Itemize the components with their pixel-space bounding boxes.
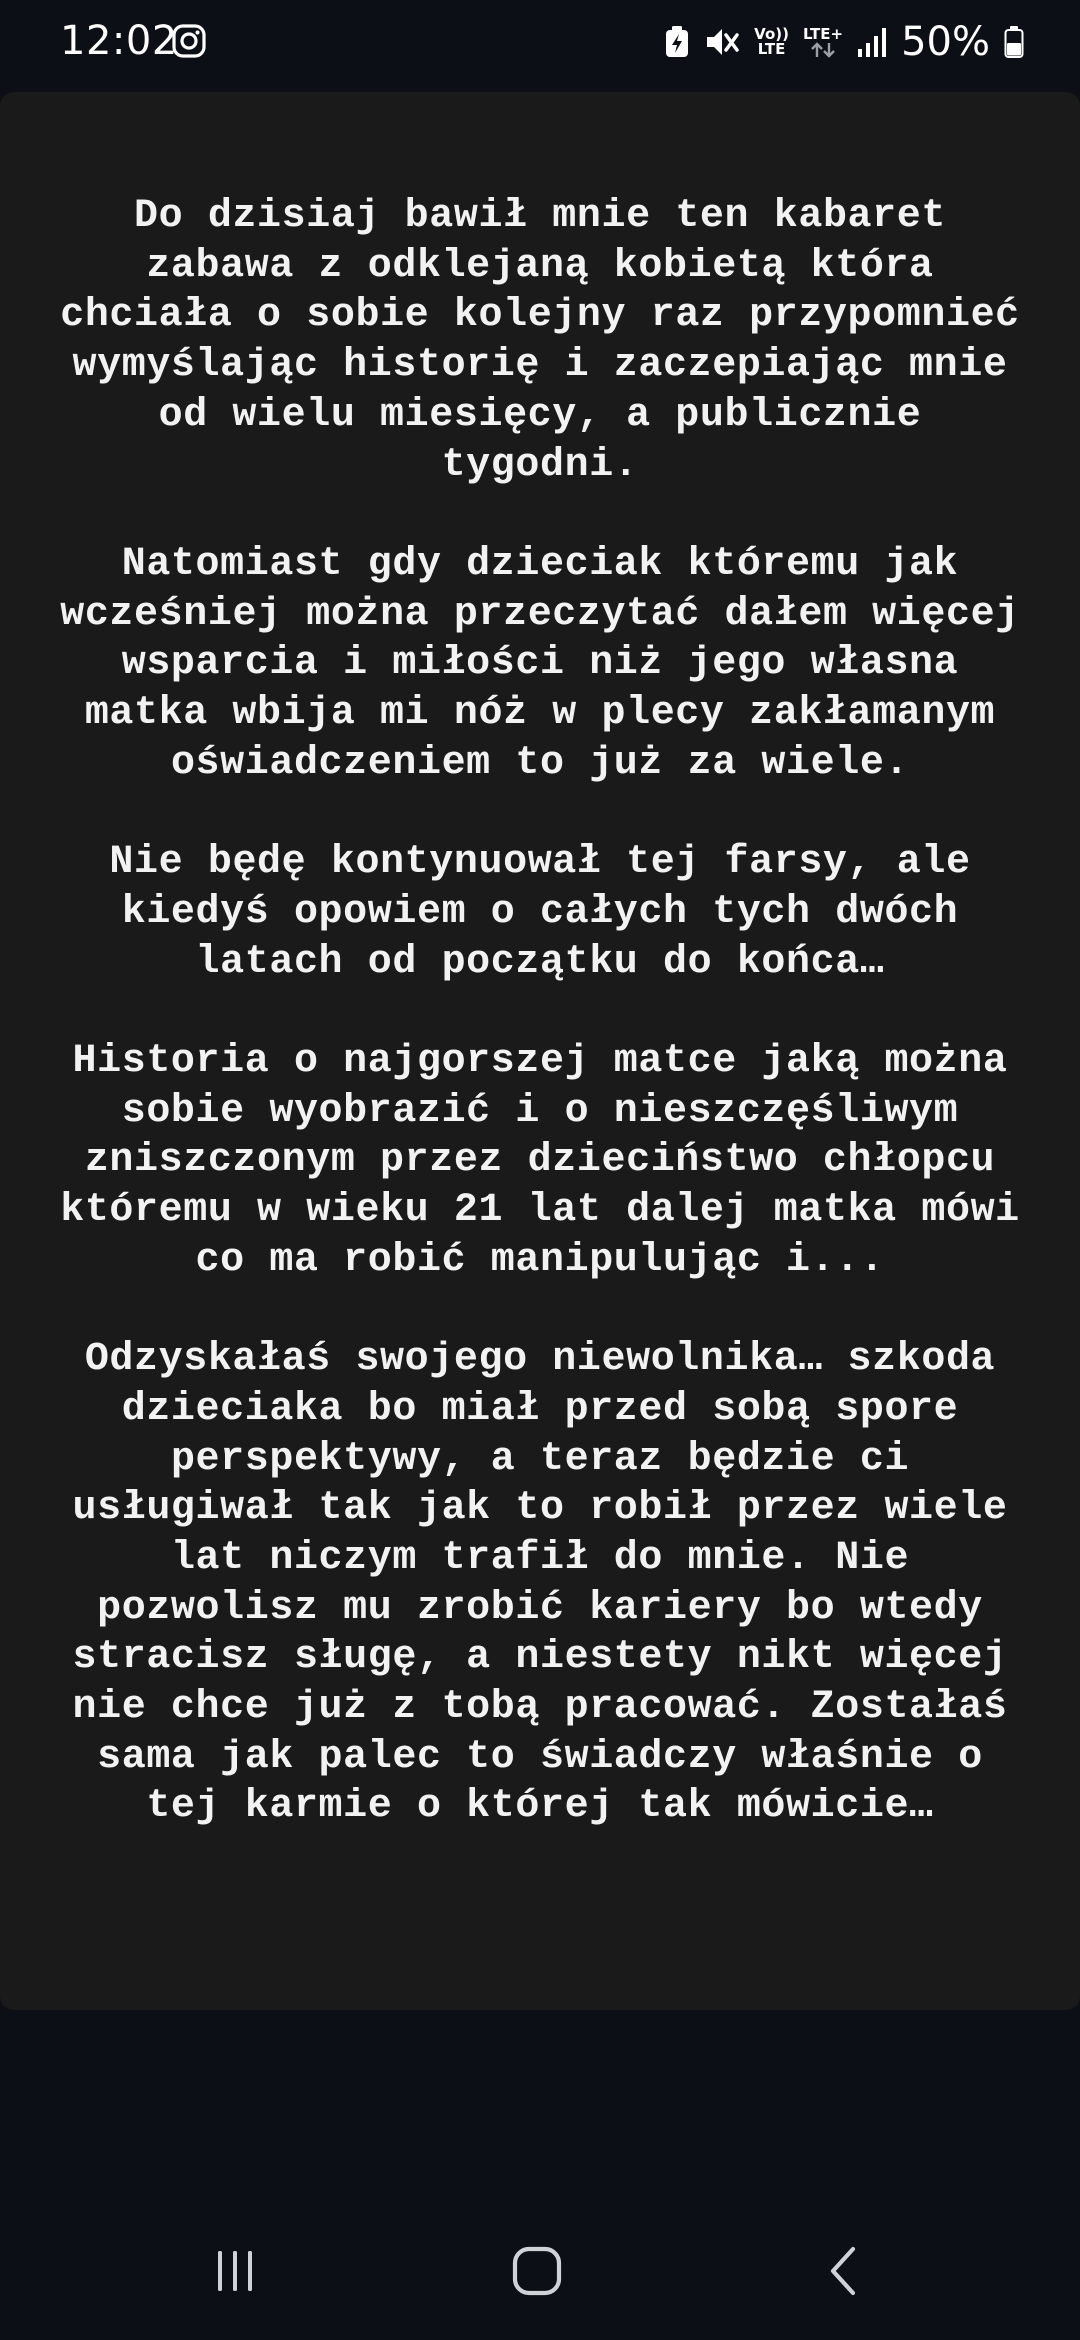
story-card[interactable] [0, 92, 1080, 2010]
story-paragraph-1: Do dzisiaj bawił mnie ten kabaret zabawa z odklejaną kobietą która chciała o sobie kolejny raz przypomnieć wymyślając historię i zaczepiając mnie od wielu miesięcy, a publicznie tygodni. [60, 194, 1020, 488]
story-paragraph-3: Nie będę kontynuował tej farsy, ale kiedyś opowiem o całych tych dwóch latach od początku do końca… [109, 840, 971, 985]
back-button[interactable] [808, 2238, 878, 2304]
back-icon [823, 2245, 863, 2297]
mute-icon [704, 25, 740, 59]
battery-saver-icon [664, 25, 690, 59]
volte-top-label: Vo)) [754, 25, 789, 43]
battery-icon [1004, 25, 1024, 59]
data-arrows-icon [809, 42, 837, 58]
status-time: 12:02 [60, 18, 178, 64]
recent-apps-button[interactable] [200, 2238, 270, 2304]
story-text [48, 192, 1032, 1882]
status-icons [664, 14, 1024, 70]
story-paragraph-2: Natomiast gdy dzieciak któremu jak wcześniej można przeczytać dałem więcej wsparcia i miłości niż jego własna matka wbija mi nóż w plecy zakłamanym oświadczeniem to już za wiele. [60, 541, 1020, 786]
status-bar [0, 0, 1080, 82]
story-paragraph-4: Historia o najgorszej matce jaką można sobie wyobrazić i o nieszczęśliwym zniszczonym przez dzieciństwo chłopcu któremu w wieku 21 lat dalej matka mówi co ma robić manipulując i... [60, 1038, 1020, 1283]
lte-label: LTE+ [802, 24, 844, 43]
story-paragraph-5: Odzyskałaś swojego niewolnika… szkoda dzieciaka bo miał przed sobą spore perspektywy, a teraz będzie ci usługiwał tak jak to robił przez wiele lat niczym trafił do mnie. Nie pozwolisz mu zrobić kariery bo wtedy stracisz sługę, a niestety nikt więcej nie chce już z tobą pracować. Zostałaś sama jak palec to świadczy właśnie o tej karmie o której tak mówicie… [72, 1337, 1008, 1830]
lte-plus-icon [802, 24, 844, 58]
signal-icon [857, 25, 887, 59]
navigation-bar [0, 2200, 1080, 2340]
recent-apps-icon [210, 2248, 260, 2294]
volte-icon [754, 27, 789, 57]
volte-bottom-label: LTE [757, 40, 786, 58]
battery-percent: 50% [901, 19, 990, 65]
instagram-icon [172, 24, 206, 58]
home-button[interactable] [502, 2238, 572, 2304]
home-icon [511, 2245, 563, 2297]
